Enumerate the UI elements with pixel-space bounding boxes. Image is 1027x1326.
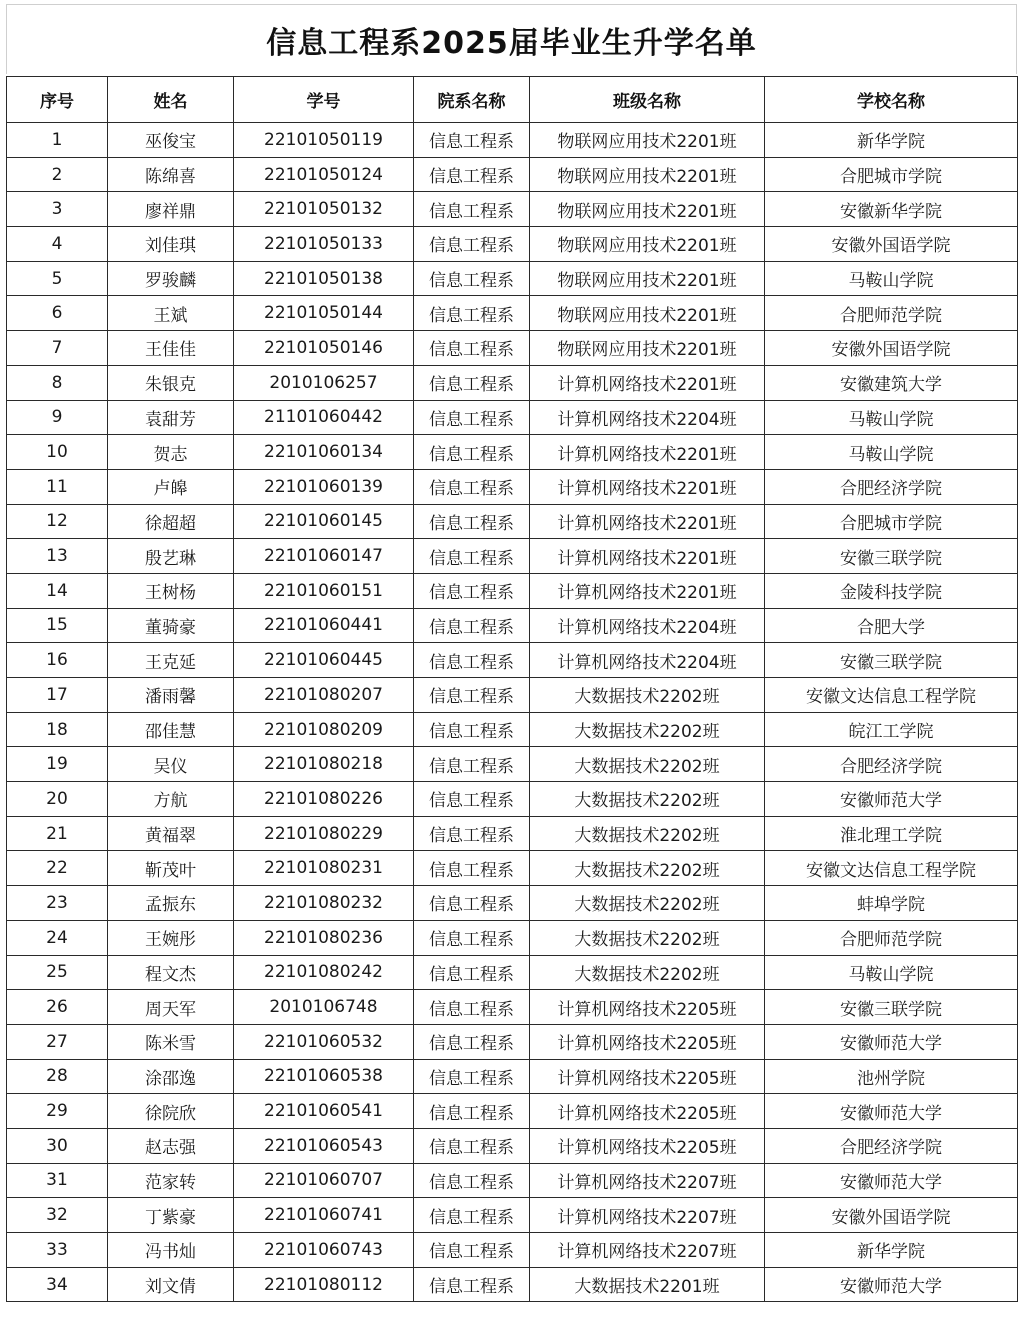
table-row bbox=[7, 1233, 1018, 1268]
cell-department: 信息工程系 bbox=[414, 1094, 530, 1129]
cell-class: 计算机网络技术2204班 bbox=[530, 643, 765, 678]
cell-index: 3 bbox=[7, 192, 108, 227]
column-header-student-id: 学号 bbox=[234, 77, 414, 123]
cell-class: 物联网应用技术2201班 bbox=[530, 261, 765, 296]
cell-class: 物联网应用技术2201班 bbox=[530, 296, 765, 331]
table-row bbox=[7, 192, 1018, 227]
cell-department: 信息工程系 bbox=[414, 955, 530, 990]
cell-department: 信息工程系 bbox=[414, 1233, 530, 1268]
cell-student-id: 22101060147 bbox=[234, 539, 414, 574]
cell-student-id: 22101060134 bbox=[234, 435, 414, 470]
cell-student-id: 22101060139 bbox=[234, 469, 414, 504]
cell-department: 信息工程系 bbox=[414, 331, 530, 366]
cell-student-id: 22101080218 bbox=[234, 747, 414, 782]
cell-index: 13 bbox=[7, 539, 108, 574]
cell-school: 安徽师范大学 bbox=[765, 1163, 1018, 1198]
cell-name: 殷艺琳 bbox=[108, 539, 234, 574]
cell-department: 信息工程系 bbox=[414, 192, 530, 227]
cell-school: 合肥经济学院 bbox=[765, 469, 1018, 504]
cell-department: 信息工程系 bbox=[414, 747, 530, 782]
cell-student-id: 22101080231 bbox=[234, 851, 414, 886]
cell-student-id: 22101080229 bbox=[234, 816, 414, 851]
cell-school: 安徽师范大学 bbox=[765, 782, 1018, 817]
cell-student-id: 2010106257 bbox=[234, 365, 414, 400]
cell-school: 马鞍山学院 bbox=[765, 955, 1018, 990]
cell-department: 信息工程系 bbox=[414, 990, 530, 1025]
title-bar bbox=[6, 4, 1017, 74]
cell-name: 徐院欣 bbox=[108, 1094, 234, 1129]
cell-student-id: 22101060707 bbox=[234, 1163, 414, 1198]
page-title: 信息工程系2025届毕业生升学名单 bbox=[266, 25, 757, 61]
cell-school: 安徽文达信息工程学院 bbox=[765, 678, 1018, 713]
table-row bbox=[7, 990, 1018, 1025]
cell-class: 大数据技术2202班 bbox=[530, 816, 765, 851]
table-row bbox=[7, 227, 1018, 262]
cell-student-id: 22101050119 bbox=[234, 123, 414, 158]
table-row bbox=[7, 435, 1018, 470]
table-row bbox=[7, 782, 1018, 817]
cell-index: 12 bbox=[7, 504, 108, 539]
cell-name: 董骑豪 bbox=[108, 608, 234, 643]
cell-index: 32 bbox=[7, 1198, 108, 1233]
cell-class: 计算机网络技术2201班 bbox=[530, 365, 765, 400]
cell-class: 物联网应用技术2201班 bbox=[530, 192, 765, 227]
cell-name: 巫俊宝 bbox=[108, 123, 234, 158]
cell-name: 周天军 bbox=[108, 990, 234, 1025]
cell-class: 计算机网络技术2207班 bbox=[530, 1163, 765, 1198]
table-row bbox=[7, 1198, 1018, 1233]
cell-class: 计算机网络技术2205班 bbox=[530, 1128, 765, 1163]
cell-index: 7 bbox=[7, 331, 108, 366]
table-row bbox=[7, 573, 1018, 608]
cell-index: 6 bbox=[7, 296, 108, 331]
cell-department: 信息工程系 bbox=[414, 400, 530, 435]
cell-class: 计算机网络技术2207班 bbox=[530, 1198, 765, 1233]
cell-name: 冯书灿 bbox=[108, 1233, 234, 1268]
cell-name: 朱银克 bbox=[108, 365, 234, 400]
column-header-school: 学校名称 bbox=[765, 77, 1018, 123]
cell-department: 信息工程系 bbox=[414, 469, 530, 504]
table-row bbox=[7, 920, 1018, 955]
cell-class: 大数据技术2202班 bbox=[530, 747, 765, 782]
cell-student-id: 22101050138 bbox=[234, 261, 414, 296]
cell-school: 安徽三联学院 bbox=[765, 643, 1018, 678]
cell-school: 池州学院 bbox=[765, 1059, 1018, 1094]
cell-name: 赵志强 bbox=[108, 1128, 234, 1163]
cell-name: 王佳佳 bbox=[108, 331, 234, 366]
cell-index: 15 bbox=[7, 608, 108, 643]
cell-index: 20 bbox=[7, 782, 108, 817]
table-row bbox=[7, 400, 1018, 435]
table-row bbox=[7, 504, 1018, 539]
cell-student-id: 22101060543 bbox=[234, 1128, 414, 1163]
cell-index: 8 bbox=[7, 365, 108, 400]
cell-school: 合肥城市学院 bbox=[765, 504, 1018, 539]
cell-school: 马鞍山学院 bbox=[765, 400, 1018, 435]
cell-index: 23 bbox=[7, 886, 108, 921]
cell-school: 安徽三联学院 bbox=[765, 539, 1018, 574]
cell-department: 信息工程系 bbox=[414, 123, 530, 158]
cell-school: 淮北理工学院 bbox=[765, 816, 1018, 851]
cell-student-id: 22101060445 bbox=[234, 643, 414, 678]
cell-class: 大数据技术2202班 bbox=[530, 851, 765, 886]
cell-student-id: 22101080242 bbox=[234, 955, 414, 990]
cell-class: 计算机网络技术2205班 bbox=[530, 1059, 765, 1094]
table-row bbox=[7, 296, 1018, 331]
cell-department: 信息工程系 bbox=[414, 573, 530, 608]
cell-school: 安徽师范大学 bbox=[765, 1024, 1018, 1059]
cell-class: 计算机网络技术2201班 bbox=[530, 539, 765, 574]
cell-index: 28 bbox=[7, 1059, 108, 1094]
cell-school: 新华学院 bbox=[765, 1233, 1018, 1268]
cell-school: 安徽建筑大学 bbox=[765, 365, 1018, 400]
cell-department: 信息工程系 bbox=[414, 435, 530, 470]
cell-school: 合肥经济学院 bbox=[765, 1128, 1018, 1163]
cell-index: 24 bbox=[7, 920, 108, 955]
cell-school: 安徽三联学院 bbox=[765, 990, 1018, 1025]
cell-index: 21 bbox=[7, 816, 108, 851]
cell-name: 刘佳琪 bbox=[108, 227, 234, 262]
cell-index: 27 bbox=[7, 1024, 108, 1059]
cell-department: 信息工程系 bbox=[414, 261, 530, 296]
cell-index: 18 bbox=[7, 712, 108, 747]
cell-index: 19 bbox=[7, 747, 108, 782]
cell-department: 信息工程系 bbox=[414, 1163, 530, 1198]
cell-student-id: 22101080236 bbox=[234, 920, 414, 955]
cell-name: 卢皞 bbox=[108, 469, 234, 504]
cell-name: 丁紫豪 bbox=[108, 1198, 234, 1233]
cell-student-id: 22101050132 bbox=[234, 192, 414, 227]
cell-name: 靳茂叶 bbox=[108, 851, 234, 886]
cell-department: 信息工程系 bbox=[414, 1128, 530, 1163]
cell-class: 计算机网络技术2201班 bbox=[530, 504, 765, 539]
table-row bbox=[7, 816, 1018, 851]
cell-index: 31 bbox=[7, 1163, 108, 1198]
cell-school: 马鞍山学院 bbox=[765, 261, 1018, 296]
cell-school: 皖江工学院 bbox=[765, 712, 1018, 747]
cell-name: 范家转 bbox=[108, 1163, 234, 1198]
cell-class: 大数据技术2202班 bbox=[530, 712, 765, 747]
cell-name: 王婉彤 bbox=[108, 920, 234, 955]
cell-name: 贺志 bbox=[108, 435, 234, 470]
cell-school: 安徽外国语学院 bbox=[765, 331, 1018, 366]
table-row bbox=[7, 851, 1018, 886]
column-header-department: 院系名称 bbox=[414, 77, 530, 123]
table-body bbox=[7, 123, 1018, 1302]
table-row bbox=[7, 1024, 1018, 1059]
cell-school: 合肥大学 bbox=[765, 608, 1018, 643]
cell-school: 安徽师范大学 bbox=[765, 1267, 1018, 1302]
cell-index: 33 bbox=[7, 1233, 108, 1268]
cell-student-id: 22101080226 bbox=[234, 782, 414, 817]
cell-index: 26 bbox=[7, 990, 108, 1025]
cell-student-id: 22101060441 bbox=[234, 608, 414, 643]
cell-school: 金陵科技学院 bbox=[765, 573, 1018, 608]
cell-department: 信息工程系 bbox=[414, 1024, 530, 1059]
cell-student-id: 22101060743 bbox=[234, 1233, 414, 1268]
cell-name: 孟振东 bbox=[108, 886, 234, 921]
column-header-class: 班级名称 bbox=[530, 77, 765, 123]
cell-name: 徐超超 bbox=[108, 504, 234, 539]
cell-department: 信息工程系 bbox=[414, 1198, 530, 1233]
cell-index: 4 bbox=[7, 227, 108, 262]
cell-student-id: 22101050146 bbox=[234, 331, 414, 366]
table-row bbox=[7, 1128, 1018, 1163]
cell-name: 罗骏麟 bbox=[108, 261, 234, 296]
cell-index: 29 bbox=[7, 1094, 108, 1129]
cell-name: 邵佳慧 bbox=[108, 712, 234, 747]
cell-class: 计算机网络技术2201班 bbox=[530, 573, 765, 608]
table-header-row bbox=[7, 77, 1018, 123]
table-row bbox=[7, 331, 1018, 366]
table-row bbox=[7, 469, 1018, 504]
cell-student-id: 22101080232 bbox=[234, 886, 414, 921]
cell-school: 马鞍山学院 bbox=[765, 435, 1018, 470]
cell-class: 大数据技术2202班 bbox=[530, 678, 765, 713]
cell-class: 计算机网络技术2207班 bbox=[530, 1233, 765, 1268]
cell-name: 王斌 bbox=[108, 296, 234, 331]
cell-student-id: 22101080112 bbox=[234, 1267, 414, 1302]
cell-school: 合肥师范学院 bbox=[765, 920, 1018, 955]
cell-index: 2 bbox=[7, 157, 108, 192]
cell-department: 信息工程系 bbox=[414, 1059, 530, 1094]
cell-class: 物联网应用技术2201班 bbox=[530, 331, 765, 366]
cell-student-id: 22101060145 bbox=[234, 504, 414, 539]
cell-department: 信息工程系 bbox=[414, 678, 530, 713]
cell-name: 刘文倩 bbox=[108, 1267, 234, 1302]
cell-student-id: 22101050133 bbox=[234, 227, 414, 262]
cell-class: 大数据技术2202班 bbox=[530, 920, 765, 955]
cell-name: 陈米雪 bbox=[108, 1024, 234, 1059]
cell-name: 袁甜芳 bbox=[108, 400, 234, 435]
cell-class: 计算机网络技术2205班 bbox=[530, 1094, 765, 1129]
cell-name: 王树杨 bbox=[108, 573, 234, 608]
cell-student-id: 22101050144 bbox=[234, 296, 414, 331]
table-row bbox=[7, 678, 1018, 713]
column-header-name: 姓名 bbox=[108, 77, 234, 123]
cell-department: 信息工程系 bbox=[414, 643, 530, 678]
cell-class: 物联网应用技术2201班 bbox=[530, 157, 765, 192]
table-row bbox=[7, 157, 1018, 192]
cell-index: 10 bbox=[7, 435, 108, 470]
cell-class: 计算机网络技术2201班 bbox=[530, 469, 765, 504]
cell-school: 安徽外国语学院 bbox=[765, 227, 1018, 262]
cell-school: 安徽师范大学 bbox=[765, 1094, 1018, 1129]
cell-index: 17 bbox=[7, 678, 108, 713]
cell-department: 信息工程系 bbox=[414, 782, 530, 817]
table-row bbox=[7, 747, 1018, 782]
cell-school: 新华学院 bbox=[765, 123, 1018, 158]
table-row bbox=[7, 261, 1018, 296]
cell-class: 计算机网络技术2205班 bbox=[530, 1024, 765, 1059]
cell-name: 程文杰 bbox=[108, 955, 234, 990]
table-row bbox=[7, 539, 1018, 574]
cell-name: 潘雨馨 bbox=[108, 678, 234, 713]
cell-student-id: 22101060538 bbox=[234, 1059, 414, 1094]
cell-index: 5 bbox=[7, 261, 108, 296]
cell-class: 大数据技术2202班 bbox=[530, 955, 765, 990]
table-row bbox=[7, 365, 1018, 400]
cell-class: 物联网应用技术2201班 bbox=[530, 227, 765, 262]
cell-department: 信息工程系 bbox=[414, 365, 530, 400]
cell-school: 合肥经济学院 bbox=[765, 747, 1018, 782]
cell-school: 安徽文达信息工程学院 bbox=[765, 851, 1018, 886]
cell-department: 信息工程系 bbox=[414, 712, 530, 747]
student-table bbox=[6, 76, 1018, 1302]
table-row bbox=[7, 1094, 1018, 1129]
column-header-index: 序号 bbox=[7, 77, 108, 123]
table-row bbox=[7, 955, 1018, 990]
cell-department: 信息工程系 bbox=[414, 504, 530, 539]
cell-index: 9 bbox=[7, 400, 108, 435]
cell-student-id: 22101060541 bbox=[234, 1094, 414, 1129]
cell-department: 信息工程系 bbox=[414, 920, 530, 955]
cell-department: 信息工程系 bbox=[414, 227, 530, 262]
cell-index: 34 bbox=[7, 1267, 108, 1302]
cell-student-id: 21101060442 bbox=[234, 400, 414, 435]
cell-department: 信息工程系 bbox=[414, 296, 530, 331]
cell-department: 信息工程系 bbox=[414, 816, 530, 851]
table-row bbox=[7, 1059, 1018, 1094]
cell-class: 计算机网络技术2204班 bbox=[530, 400, 765, 435]
cell-student-id: 22101060532 bbox=[234, 1024, 414, 1059]
cell-class: 物联网应用技术2201班 bbox=[530, 123, 765, 158]
cell-class: 大数据技术2202班 bbox=[530, 782, 765, 817]
cell-class: 计算机网络技术2205班 bbox=[530, 990, 765, 1025]
table-row bbox=[7, 643, 1018, 678]
cell-name: 廖祥鼎 bbox=[108, 192, 234, 227]
table-row bbox=[7, 608, 1018, 643]
cell-index: 11 bbox=[7, 469, 108, 504]
cell-class: 大数据技术2202班 bbox=[530, 886, 765, 921]
cell-student-id: 22101050124 bbox=[234, 157, 414, 192]
cell-department: 信息工程系 bbox=[414, 608, 530, 643]
table-row bbox=[7, 886, 1018, 921]
table-row bbox=[7, 1267, 1018, 1302]
table-row bbox=[7, 712, 1018, 747]
cell-department: 信息工程系 bbox=[414, 157, 530, 192]
cell-class: 计算机网络技术2204班 bbox=[530, 608, 765, 643]
cell-school: 合肥城市学院 bbox=[765, 157, 1018, 192]
cell-school: 合肥师范学院 bbox=[765, 296, 1018, 331]
cell-department: 信息工程系 bbox=[414, 886, 530, 921]
cell-class: 大数据技术2201班 bbox=[530, 1267, 765, 1302]
cell-school: 蚌埠学院 bbox=[765, 886, 1018, 921]
cell-name: 方航 bbox=[108, 782, 234, 817]
cell-name: 涂邵逸 bbox=[108, 1059, 234, 1094]
cell-department: 信息工程系 bbox=[414, 1267, 530, 1302]
cell-department: 信息工程系 bbox=[414, 851, 530, 886]
cell-student-id: 2010106748 bbox=[234, 990, 414, 1025]
cell-index: 14 bbox=[7, 573, 108, 608]
cell-student-id: 22101080207 bbox=[234, 678, 414, 713]
cell-index: 30 bbox=[7, 1128, 108, 1163]
cell-school: 安徽新华学院 bbox=[765, 192, 1018, 227]
cell-student-id: 22101060741 bbox=[234, 1198, 414, 1233]
cell-name: 吴仪 bbox=[108, 747, 234, 782]
cell-school: 安徽外国语学院 bbox=[765, 1198, 1018, 1233]
table-row bbox=[7, 1163, 1018, 1198]
cell-index: 16 bbox=[7, 643, 108, 678]
cell-name: 王克延 bbox=[108, 643, 234, 678]
cell-index: 25 bbox=[7, 955, 108, 990]
cell-name: 黄福翠 bbox=[108, 816, 234, 851]
cell-department: 信息工程系 bbox=[414, 539, 530, 574]
table-row bbox=[7, 123, 1018, 158]
cell-index: 22 bbox=[7, 851, 108, 886]
cell-student-id: 22101080209 bbox=[234, 712, 414, 747]
cell-class: 计算机网络技术2201班 bbox=[530, 435, 765, 470]
cell-name: 陈绵喜 bbox=[108, 157, 234, 192]
cell-index: 1 bbox=[7, 123, 108, 158]
cell-student-id: 22101060151 bbox=[234, 573, 414, 608]
